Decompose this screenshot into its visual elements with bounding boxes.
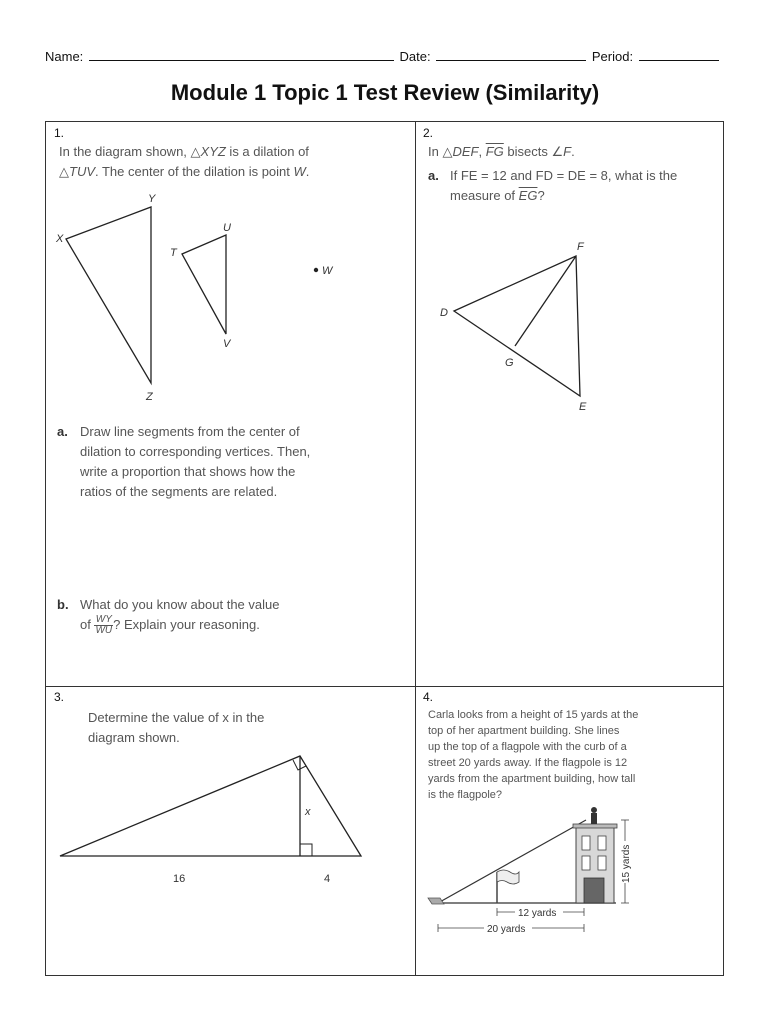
label-v: V [223, 338, 231, 350]
right-angle-mark-base [300, 844, 312, 856]
flag-icon [497, 870, 519, 884]
building-roof [573, 824, 617, 828]
segment-eg: $\overline{EG}$ [518, 188, 538, 203]
label-d: D [440, 307, 448, 319]
triangle-xyz-shape [66, 207, 151, 383]
label-e: E [579, 401, 587, 413]
point-w: W [293, 164, 306, 179]
part-label: b. [57, 597, 69, 612]
problem-text [428, 707, 720, 803]
triangle-tuv: △TUV [59, 164, 95, 179]
building-window [598, 836, 606, 850]
intro-text: , [478, 144, 486, 159]
problem-1 [46, 122, 415, 686]
intro-text: . The center of the dilation is point [95, 164, 294, 179]
triangle-tuv-shape [182, 235, 226, 334]
period-label: Period: [591, 49, 634, 64]
label-x: x [305, 806, 311, 818]
text-line: up the top of a flagpole with the curb of a [428, 741, 627, 753]
label-15-yards: 15 yards [621, 844, 632, 883]
part-a-line: Draw line segments from the center of [80, 424, 300, 439]
problem-intro [428, 142, 718, 162]
sight-line [438, 820, 586, 903]
problem-intro [59, 142, 409, 182]
label-f: F [577, 241, 584, 253]
part-label: a. [57, 424, 68, 439]
fraction-denominator: WU [95, 625, 113, 637]
fraction-numerator: WY [95, 614, 112, 626]
text-line: yards from the apartment building, how tall [428, 773, 636, 785]
page-title: Module 1 Topic 1 Test Review (Similarity) [170, 80, 600, 105]
label-w: W [322, 265, 333, 277]
part-a-text: measure of [450, 188, 519, 203]
bisector-diagram [416, 232, 724, 432]
part-a [57, 422, 412, 502]
part-a-line: dilation to corresponding vertices. Then, [80, 444, 311, 459]
problem-number: 4. [423, 690, 434, 704]
label-g: G [505, 357, 514, 369]
part-a-line: If FE = 12 and FD = DE = 8, what is the [450, 168, 678, 183]
problem-number: 1. [54, 126, 65, 140]
part-a-text: ? [537, 188, 545, 203]
intro-text: . [571, 144, 575, 159]
intro-text: is a dilation of [225, 144, 309, 159]
flagpole-diagram [416, 802, 724, 972]
outer-triangle [60, 756, 361, 856]
label-20-yards: 20 yards [487, 924, 526, 935]
problem-2 [416, 122, 724, 686]
fraction-wy-wu [94, 615, 113, 636]
building-door [584, 878, 604, 903]
label-4: 4 [324, 873, 331, 885]
part-label: a. [428, 168, 439, 183]
text-line: is the flagpole? [428, 789, 502, 801]
intro-text: . [305, 164, 310, 179]
triangle-xyz: △XYZ [190, 144, 226, 159]
part-b [57, 595, 412, 636]
date-line[interactable] [436, 48, 586, 61]
segment-fg: $\overline{FG}$ [485, 144, 504, 159]
building-window [582, 856, 590, 870]
angle-f: ∠F [551, 144, 572, 159]
problem-text [88, 708, 408, 748]
part-a-line: ratios of the segments are related. [80, 484, 278, 499]
text-line: street 20 yards away. If the flagpole is 12 [428, 757, 628, 769]
part-a-line: write a proportion that shows how the [80, 464, 296, 479]
part-a-line [450, 186, 720, 206]
building-window [582, 836, 590, 850]
person-body [591, 813, 597, 824]
label-x: X [56, 233, 64, 245]
text-line: Carla looks from a height of 15 yards at the [428, 709, 639, 721]
part-b-line [80, 615, 412, 636]
building-window [598, 856, 606, 870]
intro-text: In [428, 144, 443, 159]
problem-number: 3. [54, 690, 65, 704]
label-z: Z [146, 391, 153, 403]
text-line: top of her apartment building. She lines [428, 725, 620, 737]
text-line: diagram shown. [88, 730, 180, 745]
part-b-line: What do you know about the value [80, 597, 280, 612]
problem-number: 2. [423, 126, 434, 140]
name-label: Name: [45, 49, 84, 64]
part-a [428, 166, 720, 206]
label-t: T [170, 247, 177, 259]
triangle-def: △DEF [442, 144, 479, 159]
intro-text: In the diagram shown, [59, 144, 191, 159]
label-12-yards: 12 yards [518, 908, 557, 919]
point-w-dot [314, 268, 318, 272]
period-line[interactable] [639, 48, 719, 61]
right-triangle-diagram [46, 747, 415, 897]
problem-4 [416, 687, 724, 976]
header-row [45, 48, 725, 64]
label-u: U [223, 222, 231, 234]
label-16: 16 [173, 873, 186, 885]
problem-3 [46, 687, 415, 976]
curb [428, 898, 444, 904]
of-text: of [80, 617, 91, 632]
intro-text: bisects [503, 144, 552, 159]
problem-grid [45, 121, 724, 976]
text-line: Determine the value of x in the [88, 710, 265, 725]
part-b-rest: ? Explain your reasoning. [113, 617, 260, 632]
name-line[interactable] [89, 48, 394, 61]
date-label: Date: [399, 49, 431, 64]
label-y: Y [148, 193, 156, 205]
person-head [591, 807, 597, 813]
